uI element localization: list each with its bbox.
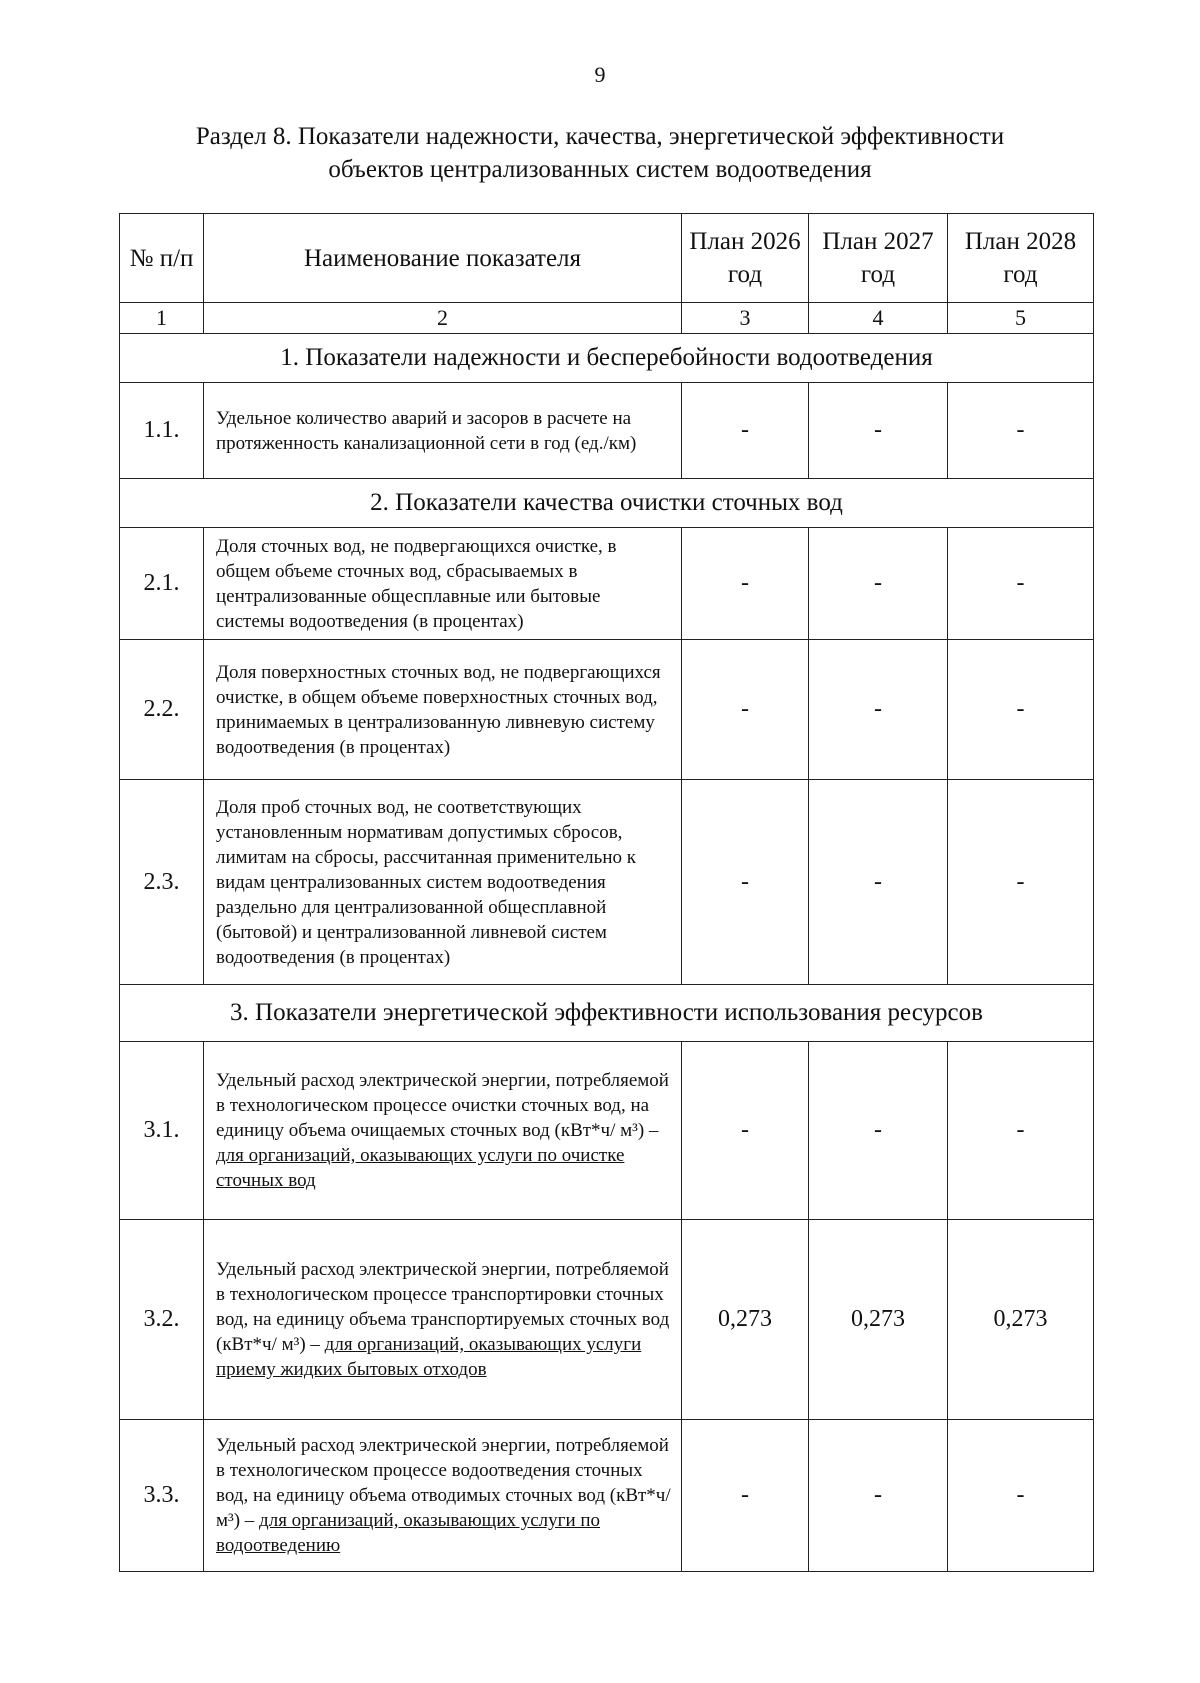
- table-row: [120, 1042, 1094, 1220]
- row-value-2027: -: [809, 1420, 948, 1572]
- section-title-line1: Раздел 8. Показатели надежности, качества, энергетической эффективности: [195, 123, 1005, 150]
- row-value-2028: -: [948, 640, 1094, 780]
- header-plan-2026: План 2026 год: [682, 214, 809, 303]
- row-value-2026: -: [682, 640, 809, 780]
- row-number: 1.1.: [120, 383, 204, 479]
- row-name: [204, 1220, 682, 1420]
- row-value-2026: -: [682, 383, 809, 479]
- header-name: Наименование показателя: [204, 214, 682, 303]
- header-plan-2027: План 2027 год: [809, 214, 948, 303]
- group-title: 2. Показатели качества очистки сточных вод: [120, 479, 1094, 528]
- row-name: Доля поверхностных сточных вод, не подвергающихся очистке, в общем объеме поверхностных сточных вод, принимаемых в централизованную ливневую систему водоотведения (в процентах): [204, 640, 682, 780]
- table-row: [120, 780, 1094, 985]
- row-value-2028: -: [948, 1420, 1094, 1572]
- row-value-2027: -: [809, 640, 948, 780]
- group-row: [120, 334, 1094, 383]
- row-number: 2.1.: [120, 528, 204, 640]
- row-value-2026: -: [682, 528, 809, 640]
- row-value-2027: 0,273: [809, 1220, 948, 1420]
- header-plan-2028: План 2028 год: [948, 214, 1094, 303]
- row-value-2027: -: [809, 780, 948, 985]
- table-row: [120, 1220, 1094, 1420]
- table-row: [120, 383, 1094, 479]
- row-name: [204, 1420, 682, 1572]
- row-value-2026: -: [682, 780, 809, 985]
- row-name-text: Удельный расход электрической энергии, потребляемой в технологическом процессе водоотведения сточных вод, на единицу объема отводимых сточных вод (кВт*ч/ м³) –: [216, 1435, 671, 1531]
- row-name-underlined: для организаций, оказывающих услуги приему жидких бытовых отходов: [216, 1334, 642, 1380]
- row-number: 2.2.: [120, 640, 204, 780]
- column-number: 1: [120, 303, 204, 334]
- row-value-2028: -: [948, 383, 1094, 479]
- group-row: [120, 479, 1094, 528]
- row-value-2028: -: [948, 1042, 1094, 1220]
- row-value-2028: -: [948, 780, 1094, 985]
- group-title: 3. Показатели энергетической эффективности использования ресурсов: [120, 985, 1094, 1042]
- row-name-text: Удельный расход электрической энергии, потребляемой в технологическом процессе очистки сточных вод, на единицу объема очищаемых сточных вод (кВт*ч/ м³) –: [216, 1070, 669, 1141]
- row-value-2026: -: [682, 1042, 809, 1220]
- row-name-text: Удельный расход электрической энергии, потребляемой в технологическом процессе транспортировки сточных вод, на единицу объема транспортируемых сточных вод (кВт*ч/ м³) –: [216, 1259, 670, 1355]
- row-name-underlined: для организаций, оказывающих услуги по очистке сточных вод: [216, 1145, 625, 1191]
- row-number: 3.3.: [120, 1420, 204, 1572]
- group-title: 1. Показатели надежности и бесперебойности водоотведения: [120, 334, 1094, 383]
- row-number: 3.1.: [120, 1042, 204, 1220]
- row-value-2026: -: [682, 1420, 809, 1572]
- section-title-line2: объектов централизованных систем водоотведения: [328, 156, 872, 183]
- column-number: 3: [682, 303, 809, 334]
- row-value-2028: -: [948, 528, 1094, 640]
- row-name: [204, 1042, 682, 1220]
- row-name-underlined: для организаций, оказывающих услуги по водоотведению: [216, 1510, 601, 1556]
- table-row: [120, 640, 1094, 780]
- row-number: 2.3.: [120, 780, 204, 985]
- header-row: [120, 214, 1094, 303]
- row-value-2027: -: [809, 383, 948, 479]
- row-number: 3.2.: [120, 1220, 204, 1420]
- row-name: Удельное количество аварий и засоров в расчете на протяженность канализационной сети в год (ед./км): [204, 383, 682, 479]
- column-numbers-row: [120, 303, 1094, 334]
- row-name: Доля проб сточных вод, не соответствующих установленным нормативам допустимых сбросов, лимитам на сбросы, рассчитанная применительно к видам централизованных систем водоотведения раздельно для централизованной общесплавной (бытовой) и централизованной ливневой систем водоотведения (в процентах): [204, 780, 682, 985]
- row-value-2027: -: [809, 528, 948, 640]
- column-number: 4: [809, 303, 948, 334]
- column-number: 2: [204, 303, 682, 334]
- table-row: [120, 528, 1094, 640]
- section-title: [100, 120, 1100, 186]
- column-number: 5: [948, 303, 1094, 334]
- table-row: [120, 1420, 1094, 1572]
- row-value-2028: 0,273: [948, 1220, 1094, 1420]
- indicators-table: [119, 213, 1094, 1572]
- row-name: Доля сточных вод, не подвергающихся очистке, в общем объеме сточных вод, сбрасываемых в централизованные общесплавные или бытовые системы водоотведения (в процентах): [204, 528, 682, 640]
- row-value-2026: 0,273: [682, 1220, 809, 1420]
- header-num: № п/п: [120, 214, 204, 303]
- page-number: 9: [594, 62, 606, 87]
- row-value-2027: -: [809, 1042, 948, 1220]
- group-row: [120, 985, 1094, 1042]
